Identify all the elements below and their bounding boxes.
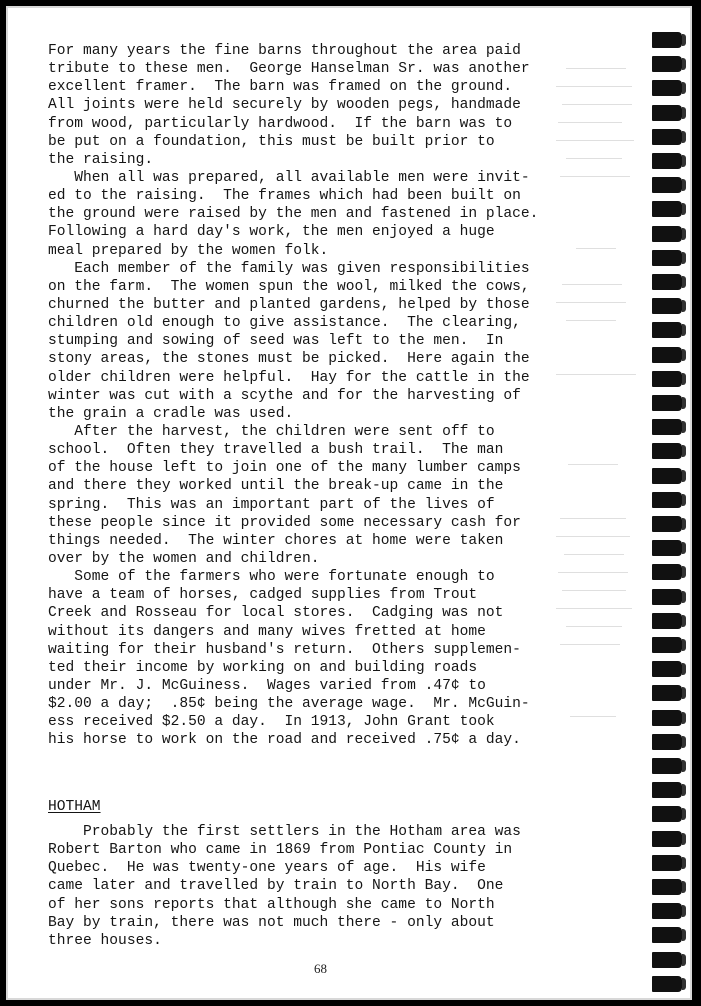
binding-ring: [652, 492, 682, 508]
binding-ring: [652, 177, 682, 193]
binding-ring: [652, 903, 682, 919]
text-line: over by the women and children.: [48, 550, 320, 567]
text-line: be put on a foundation, this must be built prior to: [48, 133, 495, 150]
binding-ring: [652, 322, 682, 338]
binding-ring: [652, 564, 682, 580]
text-line: After the harvest, the children were sent off to: [48, 423, 495, 440]
binding-ring: [652, 153, 682, 169]
binding-ring: [652, 347, 682, 363]
binding-ring: [652, 710, 682, 726]
text-line: on the farm. The women spun the wool, milked the cows,: [48, 278, 530, 295]
text-line: under Mr. J. McGuiness. Wages varied from .47¢ to: [48, 677, 486, 694]
text-line: winter was cut with a scythe and for the harvesting of: [48, 387, 521, 404]
text-line: Quebec. He was twenty-one years of age. His wife: [48, 860, 486, 877]
binding-ring: [652, 371, 682, 387]
text-line: from wood, particularly hardwood. If the barn was to: [48, 115, 513, 132]
binding-ring: [652, 80, 682, 96]
text-line: the grain a cradle was used.: [48, 405, 294, 422]
text-line: without its dangers and many wives fretted at home: [48, 623, 486, 640]
text-line: meal prepared by the women folk.: [48, 242, 329, 259]
text-line: stony areas, the stones must be picked. Here again the: [48, 351, 530, 368]
binding-ring: [652, 105, 682, 121]
binding-ring: [652, 298, 682, 314]
text-line: children old enough to give assistance. The clearing,: [48, 315, 521, 332]
binding-ring: [652, 32, 682, 48]
text-line: Probably the first settlers in the Hotham area was: [48, 824, 521, 840]
binding-ring: [652, 540, 682, 556]
text-line: came later and travelled by train to North Bay. One: [48, 878, 504, 895]
text-line: Bay by train, there was not much there - only about: [48, 914, 495, 931]
binding-ring: [652, 976, 682, 992]
text-line: For many years the fine barns throughout the area paid: [48, 43, 521, 59]
text-line: tribute to these men. George Hanselman Sr. was another: [48, 61, 530, 78]
text-line: Each member of the family was given responsibilities: [48, 260, 530, 277]
spiral-binding: [648, 28, 688, 998]
text-line: three houses.: [48, 932, 162, 949]
binding-ring: [652, 879, 682, 895]
show-through-bleed: [556, 48, 642, 748]
binding-ring: [652, 419, 682, 435]
text-line: ed to the raising. The frames which had been built on: [48, 188, 521, 205]
binding-ring: [652, 782, 682, 798]
binding-ring: [652, 250, 682, 266]
binding-ring: [652, 56, 682, 72]
text-line: When all was prepared, all available men were invit-: [48, 169, 530, 186]
text-line: of her sons reports that although she came to North: [48, 896, 495, 913]
text-line: his horse to work on the road and received .75¢ a day.: [48, 732, 521, 749]
text-line: things needed. The winter chores at home were taken: [48, 532, 504, 549]
text-line: school. Often they travelled a bush trail. The man: [48, 442, 504, 459]
text-line: ess received $2.50 a day. In 1913, John Grant took: [48, 714, 495, 731]
binding-ring: [652, 927, 682, 943]
binding-ring: [652, 395, 682, 411]
page-number: 68: [314, 961, 327, 976]
text-line: $2.00 a day; .85¢ being the average wage. Mr. McGuin-: [48, 696, 530, 713]
text-line: have a team of horses, cadged supplies from Trout: [48, 587, 478, 604]
binding-ring: [652, 952, 682, 968]
document-page: [6, 6, 692, 1000]
binding-ring: [652, 855, 682, 871]
text-line: the ground were raised by the men and fastened in place.: [48, 206, 539, 223]
binding-ring: [652, 831, 682, 847]
binding-ring: [652, 443, 682, 459]
binding-ring: [652, 661, 682, 677]
binding-ring: [652, 201, 682, 217]
binding-ring: [652, 685, 682, 701]
text-line: ted their income by working on and building roads: [48, 659, 478, 676]
binding-ring: [652, 226, 682, 242]
text-line: spring. This was an important part of the lives of: [48, 496, 495, 513]
text-line: waiting for their husband's return. Others supplemen-: [48, 641, 521, 658]
text-line: Robert Barton who came in 1869 from Pontiac County in: [48, 842, 513, 859]
binding-ring: [652, 758, 682, 774]
binding-ring: [652, 734, 682, 750]
text-line: and there they worked until the break-up came in the: [48, 478, 504, 495]
text-line: these people since it provided some necessary cash for: [48, 514, 521, 531]
text-line: of the house left to join one of the many lumber camps: [48, 460, 521, 477]
text-line: All joints were held securely by wooden pegs, handmade: [48, 97, 521, 114]
section-heading: HOTHAM: [48, 799, 101, 815]
section-text: [48, 823, 568, 950]
text-line: churned the butter and planted gardens, helped by those: [48, 296, 530, 313]
body-text: [48, 42, 568, 749]
binding-ring: [652, 589, 682, 605]
binding-ring: [652, 274, 682, 290]
text-line: Some of the farmers who were fortunate enough to: [48, 569, 495, 586]
text-line: older children were helpful. Hay for the cattle in the: [48, 369, 530, 386]
text-line: Following a hard day's work, the men enjoyed a huge: [48, 224, 495, 241]
text-line: excellent framer. The barn was framed on the ground.: [48, 79, 513, 96]
text-line: stumping and sowing of seed was left to the men. In: [48, 333, 504, 350]
binding-ring: [652, 468, 682, 484]
binding-ring: [652, 516, 682, 532]
text-line: the raising.: [48, 151, 154, 168]
binding-ring: [652, 613, 682, 629]
binding-ring: [652, 129, 682, 145]
binding-ring: [652, 806, 682, 822]
binding-ring: [652, 637, 682, 653]
text-line: Creek and Rosseau for local stores. Cadging was not: [48, 605, 504, 622]
